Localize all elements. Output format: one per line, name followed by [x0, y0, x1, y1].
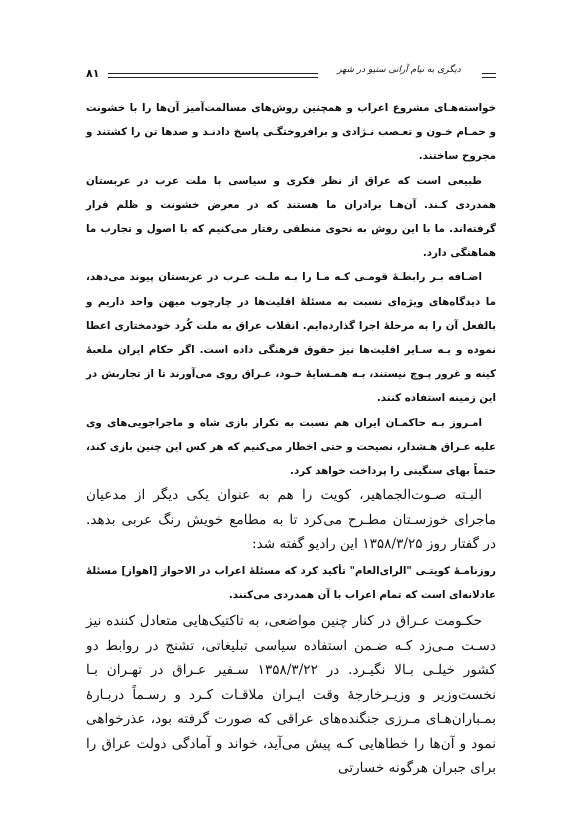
page-header	[86, 64, 496, 88]
running-head: دیگری به نیام آرانی ستیو در شهر	[337, 65, 461, 75]
header-rule-right	[482, 73, 496, 78]
quoted-paragraph: خواسته‌هـای مشروع اعراب و همچنین روش‌های مسالمت‌آمیز آن‌ها را با خشونت و حمـام خـون و تعـصب نـژادی و برافروختگـی پاسخ دادنـد و صدها تن را کشتند و مجروح ساختند.	[86, 102, 496, 163]
body-paragraph: البـته صـوت‌الجماهیر، کویت را هم به عنوان یکی دیگر از مدعیان ماجرای خوزسـتان مطـرح می‌کرد تا به مطامع خویش رنگ عربی بدهد. در گفتار روز ۱۳۵۸/۳/۲۵ این رادیو گفته شد:	[86, 487, 496, 553]
header-rule-left	[108, 73, 318, 78]
quoted-paragraph: طبیعی است که عراق از نظر فکری و سیاسی با ملت عرب در عربستان همدردی کـند. آن‌هـا برادران ما هستند که در معرض خشونت و ظلم قرار گرفته‌اند. ما با این روش به نحوی منطقی رفتار می‌کنیم که با اصول و تجارب ما هماهنگی دارد.	[86, 174, 496, 260]
quoted-paragraph: روزنامـهٔ کویتـی "الرای‌العام" تأکید کرد که مسئلهٔ اعراب در الاحواز [اهواز] مسئلهٔ عادلانه‌ای است که تمام اعراب با آن همدردی می‌کنند.	[86, 564, 496, 601]
page-number: ۸۱	[86, 67, 100, 80]
quoted-paragraph: امـروز بـه حاکمـان ایران هم نسبت به تکرار بازی شاه و ماجراجویی‌های وی علیه عـراق هـشدار، نصیحت و حتی اخطار می‌کنیم که هر کس این چنین بازی کند، حتماً بهای سنگینی را پرداخت خواهد کرد.	[86, 416, 496, 478]
body-paragraph: حکـومت عـراق در کنار چنین مواضعی، به تاکتیک‌هایی متعادل کننده نیز دسـت مـی‌زد کـه ضـمن استفاده سیاسی تبلیغاتی، تشنج در روابط دو کشور خیلـی بـالا نگیـرد. در ۱۳۵۸/۳/۲۲ سـفیر عـراق در تهـران بـا نخست‌وزیر و وزیـرخارجهٔ وقت ایـران ملاقـات کـرد و رسـماً دربـارهٔ بمـباران‌هـای مـرزی جنگنده‌های عراقی که صورت گرفته بود، عذرخواهی نمود و آن‌ها را خطاهایی کـه پیش می‌آید، خواند و آمادگی دولت عراق را برای جبران هرگونه خسارتی	[86, 613, 496, 777]
page-body	[86, 96, 496, 781]
quoted-paragraph: اضـافه بـر رابطـهٔ قومـی کـه مـا را بـه ملـت عـرب در عربستان پیوند می‌دهد، ما دیدگاه‌های ویژه‌ای نسبت به مسئلهٔ اقلیت‌ها در چارچوب میهن واحد داریم و بالفعل آن را به مرحلهٔ اجرا گذارده‌ایم. انقلاب عراق به ملت کُرد خودمختاری اعطا نموده و بـه سـایر اقلیت‌ها نیز حقوق فرهنگی داده است. اگر حکام ایران ملعبهٔ کینه و غرور پـوچ نیستند، بـه همـسایهٔ خـود، عـراق روی می‌آورند تا از تجاربش در این زمینه استفاده کنند.	[86, 271, 496, 405]
